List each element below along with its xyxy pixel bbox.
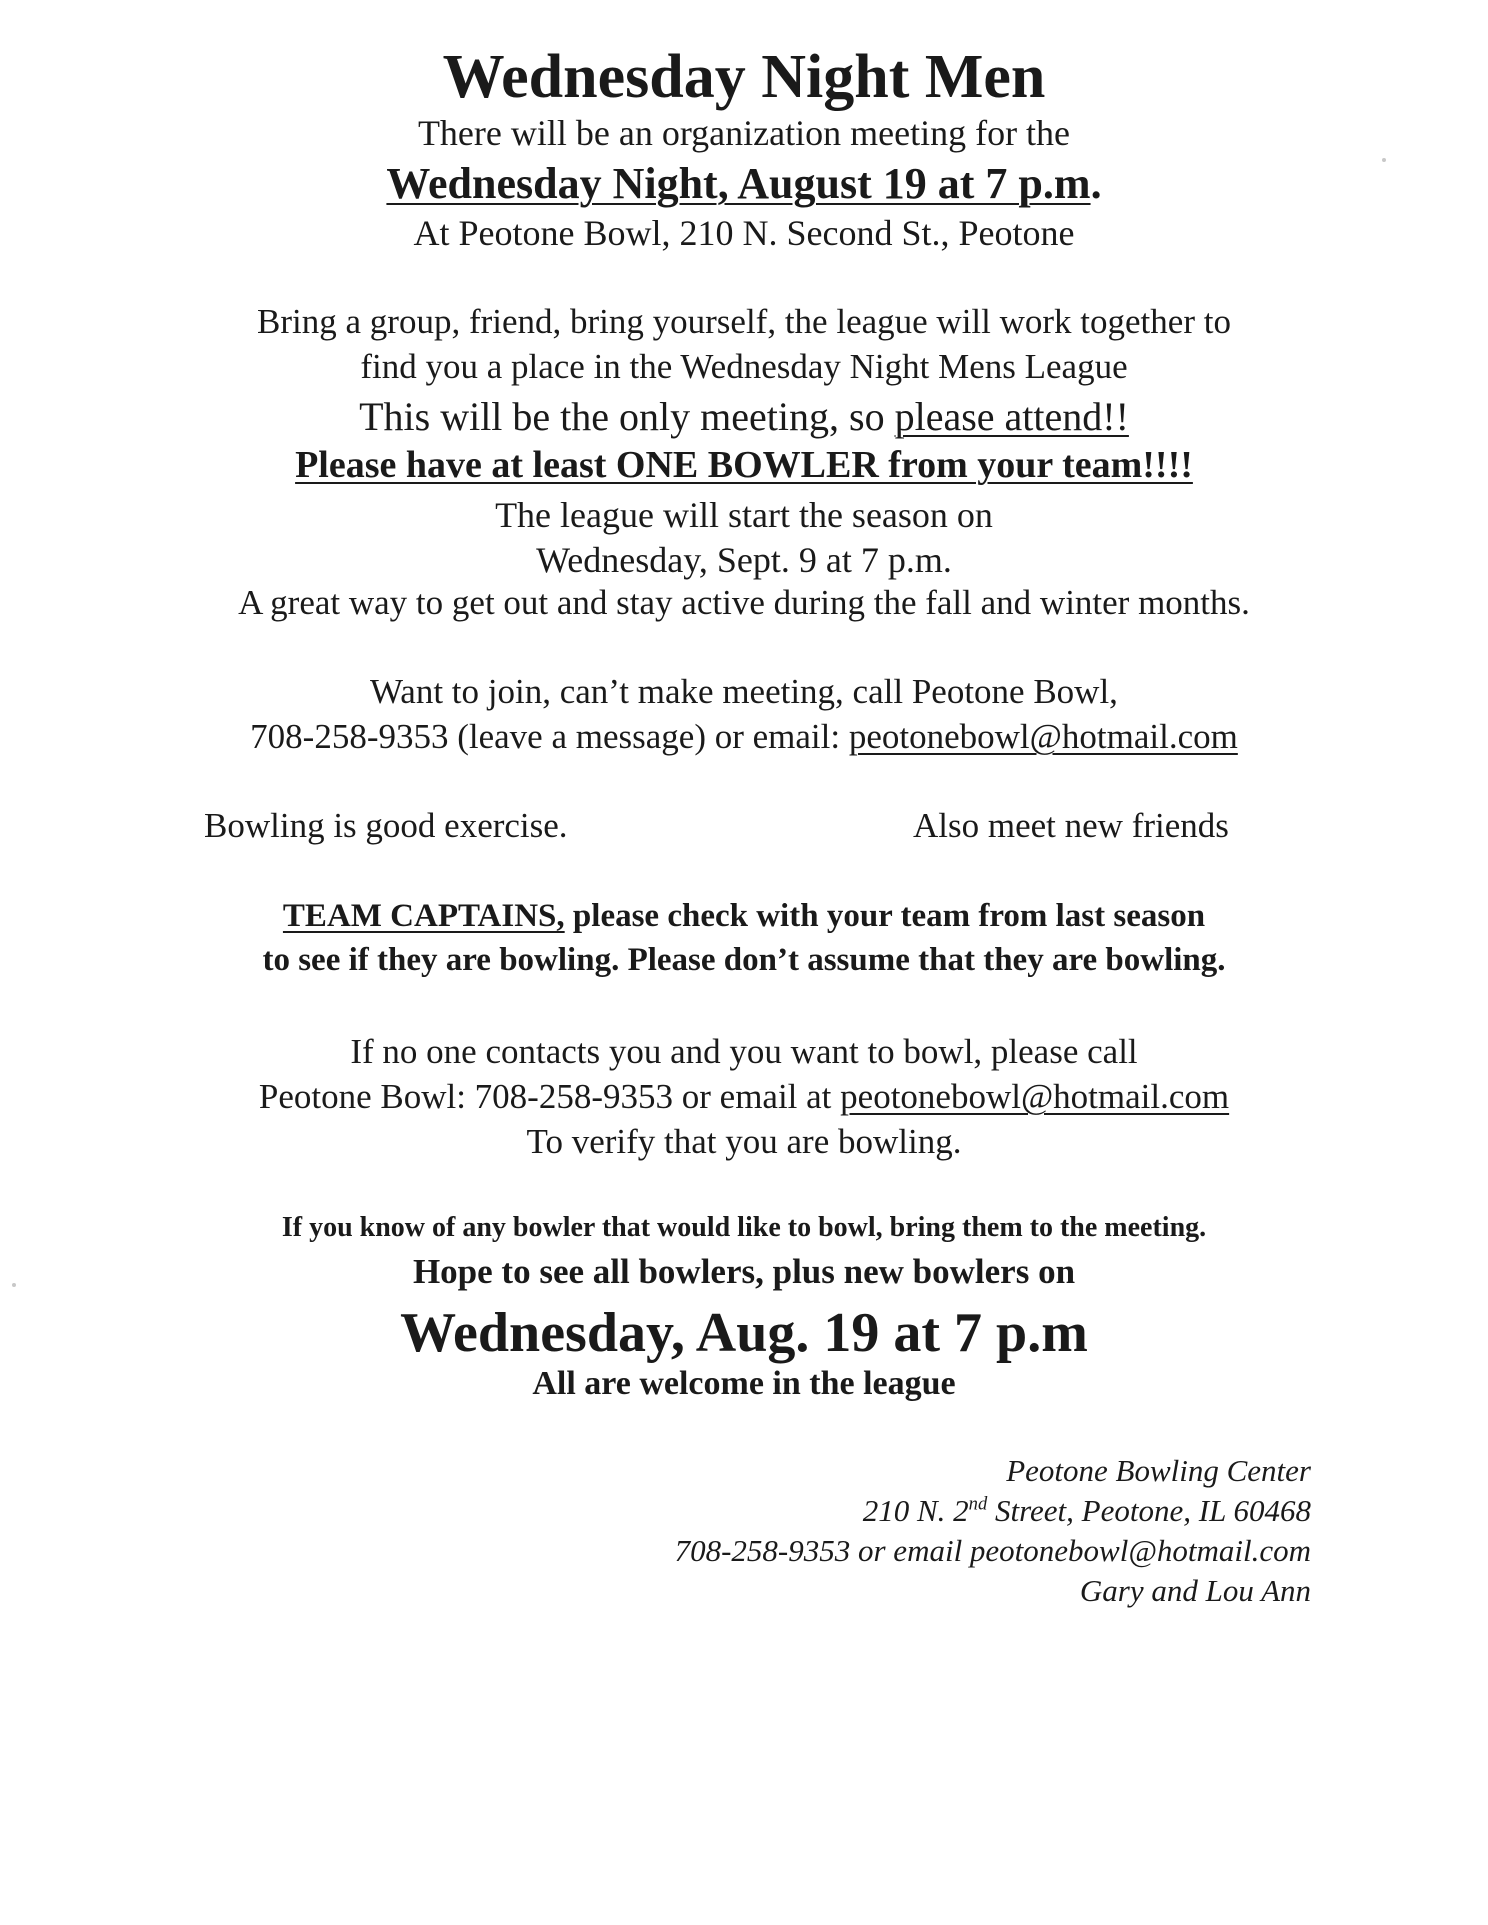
bring-group-line-1: Bring a group, friend, bring yourself, the league will work together to: [257, 302, 1231, 341]
hope-see-line: Hope to see all bowlers, plus new bowlers on: [412, 1252, 1076, 1291]
join-email-link[interactable]: peotonebowl@hotmail.com: [848, 717, 1238, 756]
only-meeting-text: This will be the only meeting, so: [359, 394, 895, 439]
know-bowler-line: If you know of any bowler that would like to bowl, bring them to the meeting.: [281, 1212, 1207, 1243]
captains-text: please check with your team from last season: [564, 898, 1206, 934]
join-phone-text: 708-258-9353 (leave a message) or email:: [250, 717, 849, 756]
scan-speck: [1382, 158, 1386, 162]
meeting-datetime-text: Wednesday Night, August 19 at 7 p.m: [386, 159, 1091, 208]
captains-line-2: to see if they are bowling. Please don’t assume that they are bowling.: [262, 942, 1226, 978]
one-bowler-text: Please have at least ONE BOWLER from your team!!!!: [295, 444, 1193, 486]
welcome-line: All are welcome in the league: [532, 1365, 956, 1402]
signature-address-start: 210 N. 2: [862, 1493, 969, 1528]
flyer-title: Wednesday Night Men: [442, 43, 1046, 111]
signature-address-end: Street, Peotone, IL 60468: [987, 1493, 1311, 1528]
one-bowler-notice: [0, 443, 1488, 487]
join-line-2: [0, 717, 1488, 757]
good-exercise-text: Bowling is good exercise.: [204, 806, 568, 845]
contact-line-1: If no one contacts you and you want to bowl, please call: [350, 1032, 1138, 1071]
contact-line-3: To verify that you are bowling.: [526, 1122, 962, 1161]
team-captains-label: TEAM CAPTAINS,: [282, 898, 565, 934]
big-meeting-date: Wednesday, Aug. 19 at 7 p.m: [400, 1302, 1088, 1364]
meeting-location: At Peotone Bowl, 210 N. Second St., Peotone: [413, 213, 1075, 253]
bring-group-line-2: find you a place in the Wednesday Night Mens League: [360, 347, 1128, 386]
signature-address: [863, 1493, 1311, 1529]
meeting-datetime: [0, 158, 1488, 209]
please-attend-text: please attend!!: [894, 394, 1129, 439]
contact-email-link[interactable]: peotonebowl@hotmail.com: [840, 1077, 1230, 1116]
new-friends-text: Also meet new friends: [913, 806, 1229, 845]
scan-speck: [12, 1283, 16, 1287]
contact-phone-text: Peotone Bowl: 708-258-9353 or email at: [258, 1077, 841, 1116]
only-meeting-line: [0, 393, 1488, 440]
stay-active-line: A great way to get out and stay active during the fall and winter months.: [238, 583, 1250, 622]
join-line-1: Want to join, can’t make meeting, call Peotone Bowl,: [370, 672, 1118, 711]
season-start-line-2: Wednesday, Sept. 9 at 7 p.m.: [536, 540, 952, 580]
captains-line-1: [0, 898, 1488, 935]
meeting-intro: There will be an organization meeting for the: [417, 113, 1071, 153]
signature-address-sup: nd: [968, 1493, 988, 1515]
season-start-line-1: The league will start the season on: [495, 495, 993, 535]
contact-line-2: [0, 1077, 1488, 1117]
meeting-datetime-period: .: [1090, 159, 1102, 208]
signature-contact: 708-258-9353 or email peotonebowl@hotmail.com: [674, 1533, 1311, 1568]
signature-business: Peotone Bowling Center: [1006, 1453, 1311, 1488]
signature-names: Gary and Lou Ann: [1079, 1573, 1311, 1608]
